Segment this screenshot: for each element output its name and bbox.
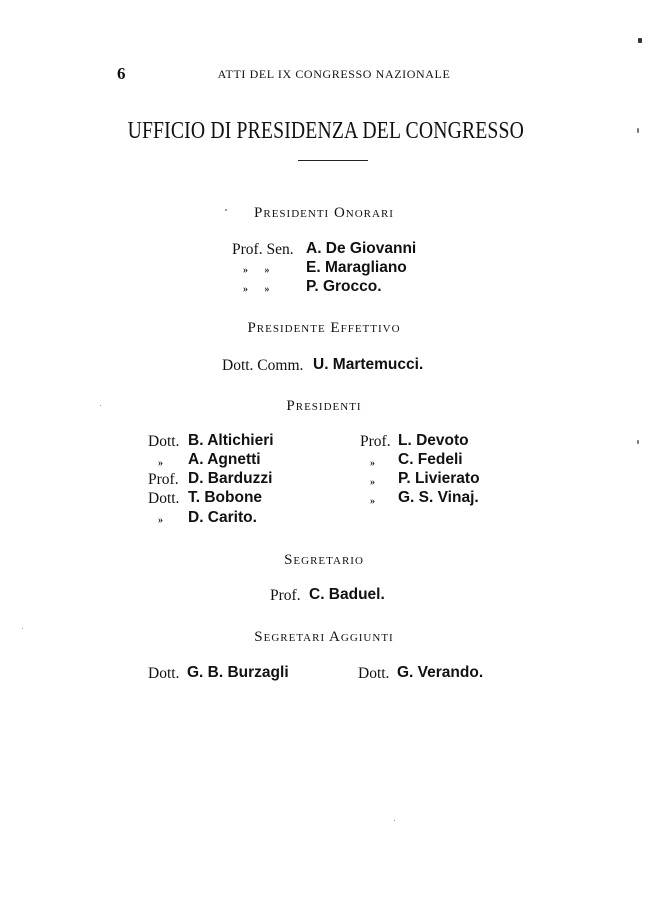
acting-president-name: U. Martemucci. — [313, 356, 424, 373]
president-name: D. Barduzzi — [188, 470, 273, 487]
honorary-president-name: P. Grocco. — [306, 278, 382, 295]
assistant-secretary-title: Dott. — [148, 665, 180, 682]
president-name: D. Carito. — [188, 509, 257, 526]
secretary-name: C. Baduel. — [309, 586, 385, 603]
honorary-president-name: A. De Giovanni — [306, 240, 417, 257]
page-number: 6 — [117, 64, 126, 83]
ditto-mark: » — [370, 458, 375, 469]
assistant-secretary-title: Dott. — [358, 665, 390, 682]
ditto-mark: » — [370, 477, 375, 488]
president-title: Prof. — [360, 433, 391, 450]
title-rule — [298, 160, 368, 161]
scan-speck — [394, 820, 395, 821]
assistant-secretary-name: G. Verando. — [397, 664, 484, 681]
president-name: G. S. Vinaj. — [398, 489, 479, 506]
presidents-heading: Presidenti — [286, 398, 362, 414]
president-title: Dott. — [148, 490, 180, 507]
scan-speck — [100, 405, 101, 406]
scan-speck — [637, 440, 639, 444]
secretary-title: Prof. — [270, 587, 301, 604]
assistant-secretary-name: G. B. Burzagli — [187, 664, 289, 681]
president-name: A. Agnetti — [188, 451, 261, 468]
president-name: C. Fedeli — [398, 451, 463, 468]
honorary-president-title: Prof. Sen. — [232, 241, 294, 258]
acting-president-heading: Presidente Effettivo — [247, 320, 401, 336]
running-header: ATTI DEL IX CONGRESSO NAZIONALE — [217, 67, 451, 81]
page-title: UFFICIO DI PRESIDENZA DEL CONGRESSO — [127, 118, 525, 144]
scan-speck — [638, 38, 642, 43]
president-name: P. Livierato — [398, 470, 480, 487]
secretary-heading: Segretario — [284, 552, 364, 568]
honorary-president-name: E. Maragliano — [306, 259, 407, 276]
assistant-secretaries-heading: Segretari Aggiunti — [254, 629, 394, 645]
ditto-mark: » — [370, 496, 375, 507]
ditto-mark: » — [158, 458, 163, 469]
president-name: T. Bobone — [188, 489, 263, 506]
scan-speck — [22, 628, 23, 629]
ditto-mark: » — [158, 515, 163, 526]
ditto-mark: » » — [243, 284, 270, 295]
president-name: L. Devoto — [398, 432, 469, 449]
scan-speck — [225, 209, 227, 211]
ditto-mark: » » — [243, 265, 270, 276]
acting-president-title: Dott. Comm. — [222, 357, 304, 374]
scan-speck — [637, 128, 639, 133]
honorary-presidents-heading: Presidenti Onorari — [254, 205, 394, 221]
president-title: Dott. — [148, 433, 180, 450]
president-name: B. Altichieri — [188, 432, 274, 449]
president-title: Prof. — [148, 471, 179, 488]
